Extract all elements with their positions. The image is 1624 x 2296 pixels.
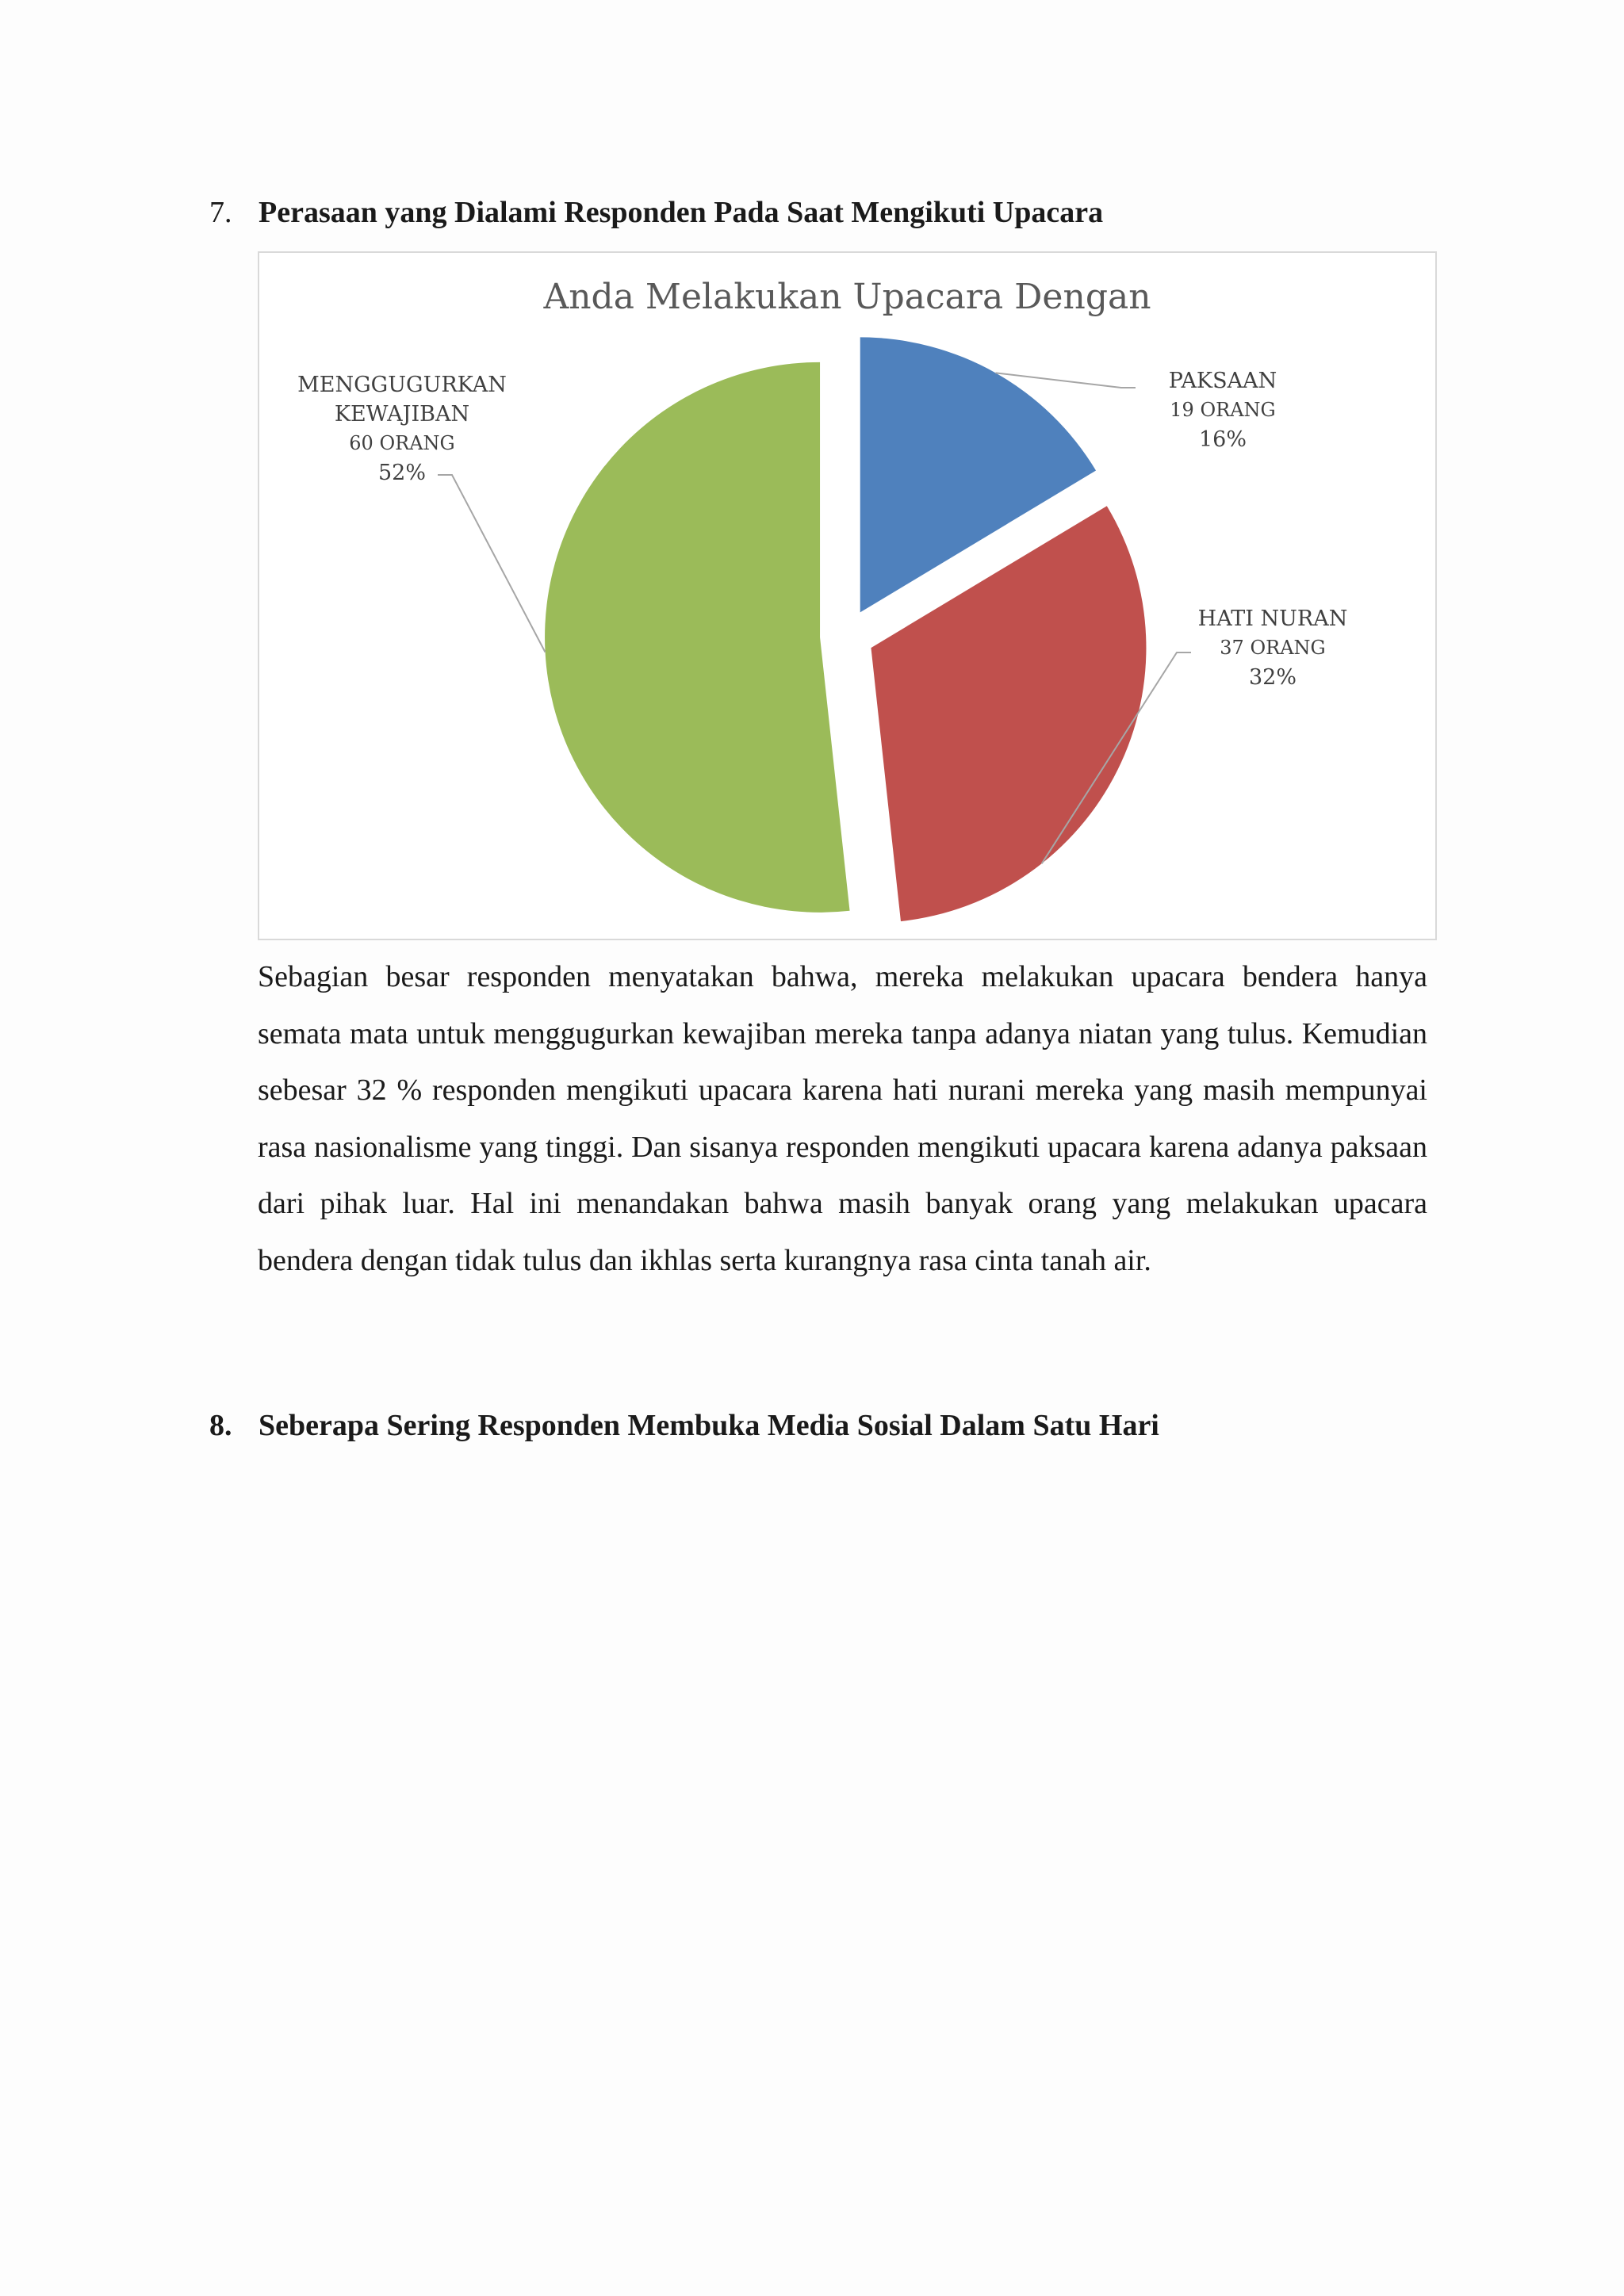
data-label-menggugurkan-name-line1: MENGGUGURKAN: [297, 373, 507, 397]
data-label-menggugurkan-kewajiban: [291, 370, 513, 488]
data-label-hati-nuran-count: 37 ORANG: [1220, 637, 1326, 659]
section-7-heading: [209, 195, 1103, 230]
section-8-title: Seberapa Sering Responden Membuka Media Sosial Dalam Satu Hari: [259, 1409, 1159, 1442]
leader-line-paksaan: [996, 373, 1136, 388]
chart-title: Anda Melakukan Upacara Dengan: [543, 277, 1151, 317]
data-label-menggugurkan-name-line2: KEWAJIBAN: [334, 402, 470, 427]
pie-slice-menggugurkan-kewajiban: [545, 362, 850, 913]
data-label-hati-nuran: [1178, 604, 1368, 692]
data-label-paksaan-name: PAKSAAN: [1168, 369, 1277, 393]
data-label-hati-nuran-percent: 32%: [1248, 665, 1297, 690]
pie-chart: [258, 251, 1437, 940]
data-label-hati-nuran-name: HATI NURAN: [1197, 607, 1348, 631]
data-label-paksaan-percent: 16%: [1198, 427, 1247, 452]
leader-line-menggugurkan-kewajiban: [438, 475, 546, 652]
section-8-number: 8.: [209, 1409, 232, 1442]
body-paragraph: Sebagian besar responden menyatakan bahwa, mereka melakukan upacara bendera hanya semata mata untuk menggugurkan kewajiban mereka tanpa adanya niatan yang tulus. Kemudian sebesar 32 % responden mengikuti upacara karena hati nurani mereka yang masih mempunyai rasa nasionalisme yang tinggi. Dan sisanya responden mengikuti upacara karena adanya paksaan dari pihak luar. Hal ini menandakan bahwa masih banyak orang yang melakukan upacara bendera dengan tidak tulus dan ikhlas serta kurangnya rasa cinta tanah air.: [258, 960, 1427, 1277]
data-label-menggugurkan-count: 60 ORANG: [349, 432, 455, 454]
pie-chart-canvas: [259, 253, 1435, 939]
data-label-menggugurkan-percent: 52%: [377, 461, 426, 485]
data-label-paksaan-count: 19 ORANG: [1170, 399, 1276, 421]
section-7-number: 7.: [209, 196, 232, 229]
section-7-title: Perasaan yang Dialami Responden Pada Saat Mengikuti Upacara: [259, 196, 1104, 229]
section-8-heading: [209, 1408, 1159, 1443]
data-label-paksaan: [1128, 366, 1318, 454]
